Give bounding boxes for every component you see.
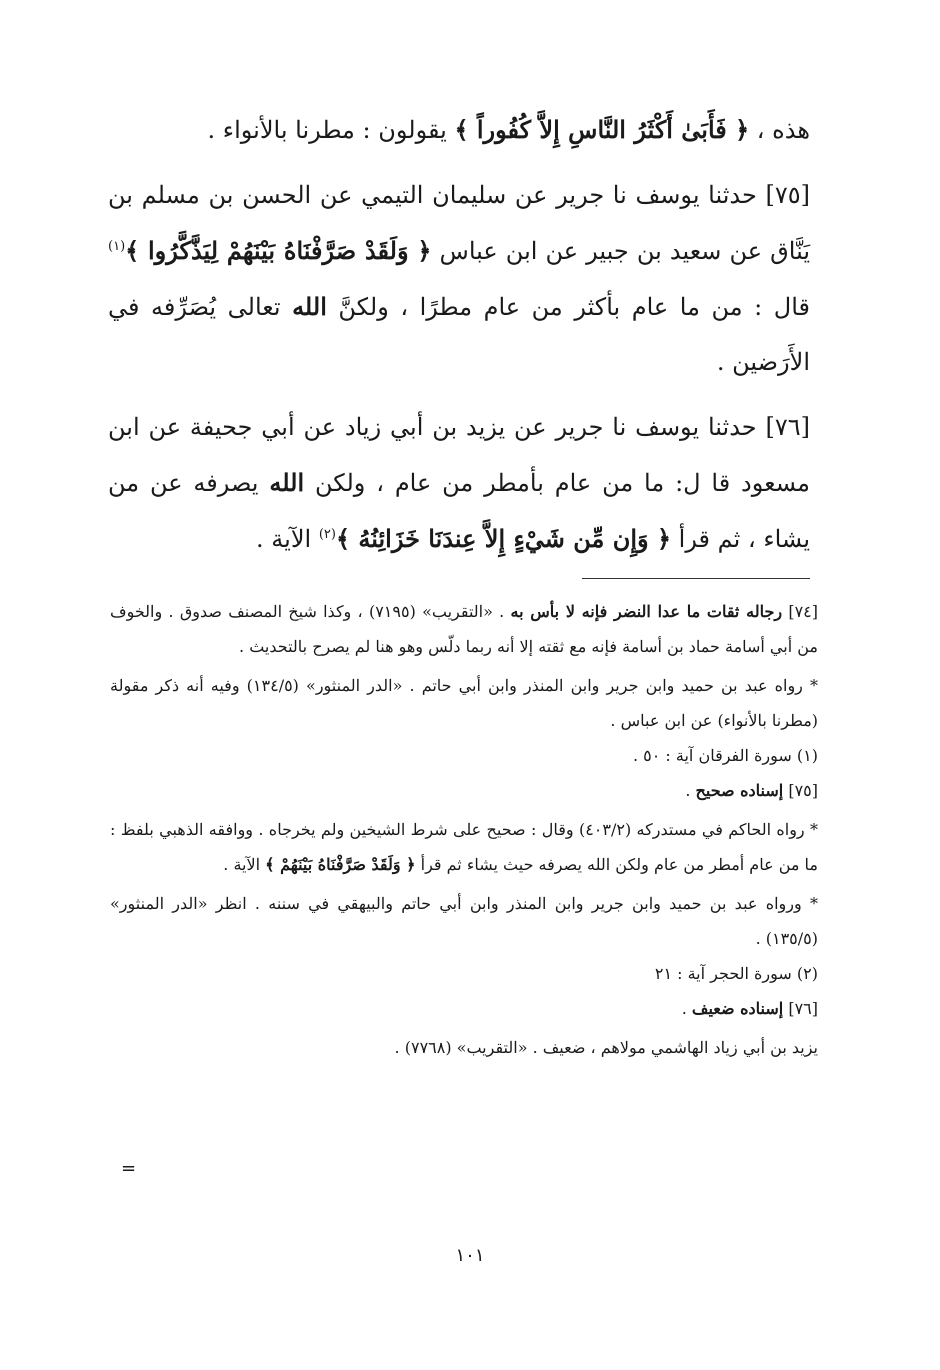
text-run: يقولون : مطرنا بالأنواء . [207,116,455,144]
note-text: . [681,999,692,1018]
note-text: * رواه الحاكم في مستدركه (٤٠٣/٢) وقال : صحيح على شرط الشيخين ولم يخرجاه . ووافقه الذهبي بلفظ : ما من عام أمطر من عام ولكن الله يصرفه حيث يشاء ثم قرأ [110,820,819,874]
text-run: الآية . [256,525,319,553]
divine-name: الله [292,292,327,321]
quran-verse: ﴿ وَإِن مِّن شَيْءٍ إِلاَّ عِندَنَا خَزَائِنُهُ ﴾ [335,524,672,553]
text-run: هذه ، [749,116,810,144]
note-verdict: إسناده ضعيف [691,999,784,1018]
footnote-2: (٢) سورة الحجر آية : ٢١ [654,964,818,983]
note-74 [110,594,818,664]
footnote-1: (١) سورة الفرقان آية : ٥٠ . [632,746,818,765]
note-75 [110,773,818,808]
note-text: الآية . [223,855,266,874]
note-76-text: يزيد بن أبي زياد الهاشمي مولاهم ، ضعيف . «التقريب» (٧٧٦٨) . [394,1038,818,1057]
note-74-takhrij: * رواه عبد بن حميد وابن جرير وابن المنذر وابن أبي حاتم . «الدر المنثور» (١٣٤/٥) وفيه أنه ذكر مقولة (مطرنا بالأنواء) عن ابن عباس . [110,676,819,730]
note-75-takhrij-a [110,812,818,882]
continuation-mark: = [121,1158,137,1179]
text-run: قال : من ما عام بأكثر من عام مطرًا ، ولكنَّ [326,293,811,321]
note-text: . «التقريب» (٧١٩٥) ، وكذا شيخ المصنف صدوق . والخوف من أبي أسامة حماد بن أسامة فإنه مع ثقته إلا أنه ربما دلّس وهو هنا لم يصرح بالتحديث . [110,602,818,656]
footnote-divider [582,578,810,579]
text-run: تعالى يُصَرِّفه في الأَرَضين . [108,293,810,376]
quran-verse: ﴿ وَلَقَدْ صَرَّفْنَاهُ بَيْنَهُمْ لِيَذَّكَّرُوا ﴾ [125,236,432,265]
page-number: ١٠١ [455,1245,485,1266]
note-verdict: رجاله ثقات ما عدا النضر فإنه لا بأس به [510,602,783,621]
note-76 [110,991,818,1026]
text-run: [٧٦] حدثنا يوسف نا جرير عن يزيد بن أبي زياد عن أبي جحيفة عن ابن مسعود قا ل: ما من عام بأمطر من عام ، ولكن [108,413,810,497]
note-verdict: إسناده صحيح [695,781,784,800]
note-text: . [685,781,696,800]
text-run: يصرفه عن من يشاء ، ثم قرأ [108,469,810,553]
footnotes [110,594,818,1065]
footnote-ref: (١) [108,239,126,254]
note-number: [٧٤] [782,602,819,621]
quran-verse: ﴿ فَأَبَىٰ أَكْثَرُ النَّاسِ إِلاَّ كُفُوراً ﴾ [454,115,750,144]
footnote-ref: (٢) [318,527,336,542]
note-number: [٧٦] [783,999,818,1018]
paragraph-continuation [108,102,810,158]
quran-verse: ﴿ وَلَقَدْ صَرَّفْنَاهُ بَيْنَهُمْ ﴾ [265,855,416,874]
note-75-takhrij-b: * ورواه عبد بن حميد وابن جرير وابن المنذر وابن أبي حاتم والبيهقي في سننه . انظر «الدر المنثور» (١٣٥/٥) . [110,894,818,948]
paragraph-76 [108,400,810,567]
divine-name: الله [269,468,305,497]
main-text [108,102,810,567]
text-run: [٧٥] حدثنا يوسف نا جرير عن سليمان التيمي عن الحسن بن مسلم بن يَنَّاق عن سعيد بن جبير عن ابن عباس [108,181,810,265]
note-number: [٧٥] [783,781,818,800]
paragraph-75 [108,168,810,390]
